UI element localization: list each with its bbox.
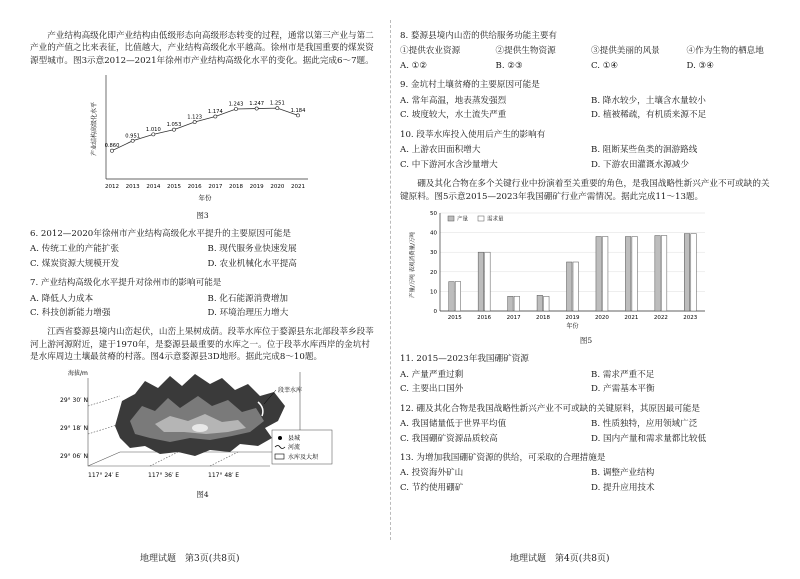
fig5-legend-output-label: 产量 bbox=[457, 216, 469, 223]
fig5-bar-output bbox=[567, 262, 573, 311]
q8-option-b[interactable]: B. ②③ bbox=[495, 60, 523, 71]
q7-option-a[interactable]: A. 降低人力成本 bbox=[30, 293, 94, 304]
fig3-point bbox=[255, 107, 258, 110]
fig3-x-tick: 2021 bbox=[291, 184, 305, 191]
fig3-xlabel: 年份 bbox=[198, 194, 212, 203]
figure-3-line-chart bbox=[30, 69, 375, 204]
figure-5-bar-chart bbox=[400, 205, 772, 330]
footer-page-3: 地理试题 第3页(共8页) bbox=[140, 554, 240, 564]
question-8-options bbox=[400, 59, 772, 73]
q8-item-2: ②提供生物资源 bbox=[495, 46, 556, 57]
q7-option-b[interactable]: B. 化石能源消费增加 bbox=[207, 293, 289, 304]
left-page bbox=[30, 30, 375, 503]
fig5-bar-demand bbox=[455, 282, 461, 311]
fig3-point bbox=[193, 121, 196, 124]
fig5-bar-output bbox=[449, 282, 455, 311]
q13-option-b[interactable]: B. 调整产业结构 bbox=[591, 468, 655, 479]
fig5-bar-demand bbox=[632, 237, 638, 311]
question-7: 7. 产业结构高级化水平提升对徐州市的影响可能是 bbox=[30, 278, 222, 289]
q8-option-a[interactable]: A. ①② bbox=[400, 60, 428, 71]
fig3-x-tick: 2015 bbox=[167, 184, 181, 191]
q11-option-b[interactable]: B. 需求严重不足 bbox=[591, 369, 655, 380]
fig5-x-tick: 2018 bbox=[536, 314, 551, 321]
legend-reservoir: 水库及大坝 bbox=[288, 453, 319, 461]
lat-label-2: 29° 18′ N bbox=[60, 424, 88, 432]
fig3-x-tick: 2016 bbox=[187, 184, 202, 191]
fig3-point bbox=[110, 149, 113, 152]
q12-option-d[interactable]: D. 国内产量和需求量都比较低 bbox=[591, 433, 707, 444]
fig5-x-tick: 2016 bbox=[477, 314, 492, 321]
fig3-data-label: 1.243 bbox=[228, 101, 244, 108]
question-12: 12. 硼及其化合物是我国战略性新兴产业不可或缺的关键原料，其原因最可能是 bbox=[400, 403, 700, 414]
figure-5-caption: 图5 bbox=[579, 336, 593, 346]
q12-option-b[interactable]: B. 性质独特，应用领域广泛 bbox=[591, 419, 698, 430]
fig3-x-tick: 2020 bbox=[270, 184, 285, 191]
fig3-series-line bbox=[112, 108, 298, 151]
legend-river: 河流 bbox=[288, 443, 301, 451]
question-8-items bbox=[400, 44, 772, 58]
lon-label-2: 117° 36′ E bbox=[148, 471, 180, 479]
fig5-legend-output-swatch bbox=[448, 216, 454, 221]
q7-option-d[interactable]: D. 环境治理压力增大 bbox=[207, 307, 289, 318]
fig5-bar-output bbox=[478, 252, 484, 311]
fig3-point bbox=[172, 128, 175, 131]
lat-label-3: 29° 06′ N bbox=[60, 452, 88, 460]
q7-option-c[interactable]: C. 科技创新能力增强 bbox=[30, 307, 111, 318]
fig5-y-tick: 40 bbox=[430, 230, 437, 237]
fig5-y-tick: 0 bbox=[433, 308, 437, 315]
fig3-data-label: 1.053 bbox=[166, 122, 182, 129]
fig5-bar-demand bbox=[573, 262, 579, 311]
fig4-legend bbox=[272, 430, 332, 464]
question-13-options bbox=[400, 466, 772, 495]
legend-county: 县城 bbox=[288, 434, 301, 442]
fig5-bar-demand bbox=[514, 296, 520, 311]
figure-3-caption: 图3 bbox=[196, 210, 209, 220]
fig5-bar-output bbox=[596, 237, 602, 311]
intro-paragraph: 产业结构高级化即产业结构由低级形态向高级形态转变的过程，通常以第三产业与第二产业的产值之比来表征，比值越大，产业结构高级化水平越高。徐州市是我国重要的煤炭资源型城市。图3示意2012—2021年徐州市产业结构高级化水平的变化。据此完成6～7题。 bbox=[30, 31, 374, 66]
fig5-legend bbox=[448, 214, 504, 222]
q9-option-a[interactable]: A. 常年高温，地表蒸发强烈 bbox=[400, 95, 507, 106]
fig3-data-label: 0.951 bbox=[125, 133, 141, 140]
q6-option-d[interactable]: D. 农业机械化水平提高 bbox=[207, 258, 297, 269]
q10-option-a[interactable]: A. 上游农田面积增大 bbox=[400, 145, 481, 156]
fig3-point bbox=[131, 140, 134, 143]
q11-option-d[interactable]: D. 产需基本平衡 bbox=[591, 384, 655, 395]
fig3-data-label: 0.860 bbox=[104, 143, 120, 150]
fig5-bar-demand bbox=[544, 296, 550, 311]
q8-item-3: ③提供美丽的风景 bbox=[591, 46, 660, 57]
q13-option-a[interactable]: A. 投资海外矿山 bbox=[400, 468, 464, 479]
question-9-options bbox=[400, 94, 772, 123]
q6-option-c[interactable]: C. 煤炭资源大规模开发 bbox=[30, 258, 120, 269]
q12-option-c[interactable]: C. 我国硼矿资源品质较高 bbox=[400, 433, 498, 444]
fig3-x-tick: 2019 bbox=[249, 184, 264, 191]
fig5-bar-output bbox=[537, 295, 543, 311]
fig3-point bbox=[276, 107, 279, 110]
intro-paragraph-3: 硼及其化合物在多个关键行业中扮演着至关重要的角色，是我国战略性新兴产业不可或缺的关键原料。图5示意2015—2023年我国硼矿行业产需情况。据此完成11～13题。 bbox=[400, 179, 770, 202]
fig3-point bbox=[214, 115, 217, 118]
question-11: 11. 2015—2023年我国硼矿资源 bbox=[400, 354, 529, 365]
question-6: 6. 2012—2020年徐州市产业结构高级化水平提升的主要原因可能是 bbox=[30, 228, 291, 239]
fig3-x-tick: 2014 bbox=[146, 184, 161, 191]
fig5-y-tick: 30 bbox=[430, 250, 437, 257]
fig5-x-tick: 2019 bbox=[565, 314, 580, 321]
fig3-data-label: 1.247 bbox=[249, 101, 265, 108]
fig3-x-tick: 2017 bbox=[208, 184, 223, 191]
fig5-x-tick: 2022 bbox=[653, 314, 668, 321]
fig5-bar-demand bbox=[661, 236, 667, 311]
fig5-legend-demand-swatch bbox=[478, 216, 484, 221]
fig3-ylabel: 产业结构高级化水平 bbox=[91, 102, 98, 157]
fig3-point bbox=[234, 108, 237, 111]
intro-paragraph-2: 江西省婺源县境内山峦起伏，山峦上果树成荫。段莘水库位于婺源县东北部段莘乡段莘河上游河源附近，建于1970年，是婺源县最重要的水库之一。位于段莘水库西岸的金坑村是水库周边土壤最贫瘠的村落。图4示意婺源县3D地形。据此完成8～10题。 bbox=[30, 327, 374, 363]
q10-option-b[interactable]: B. 阻断某些鱼类的洄游路线 bbox=[591, 145, 698, 156]
q11-option-c[interactable]: C. 主要出口国外 bbox=[400, 384, 464, 395]
figure-4-terrain-map bbox=[60, 366, 360, 484]
q12-option-a[interactable]: A. 我国储量低于世界平均值 bbox=[400, 419, 507, 430]
fig3-point bbox=[296, 114, 299, 117]
figure-4-caption: 图4 bbox=[196, 490, 209, 500]
question-8: 8. 婺源县境内山峦的供给服务功能主要有 bbox=[400, 31, 558, 41]
fig5-x-tick: 2023 bbox=[683, 314, 698, 321]
fig5-y-tick: 20 bbox=[430, 269, 437, 276]
q6-option-b[interactable]: B. 现代服务业快速发展 bbox=[207, 244, 297, 255]
fig3-data-label: 1.174 bbox=[207, 109, 223, 116]
fig3-x-tick: 2018 bbox=[229, 184, 243, 191]
lon-label-1: 117° 24′ E bbox=[88, 471, 120, 479]
right-page bbox=[400, 30, 772, 495]
fig3-point bbox=[152, 133, 155, 136]
fig3-x-tick: 2013 bbox=[125, 184, 140, 191]
fig5-bar-output bbox=[655, 236, 661, 311]
fig3-data-label: 1.251 bbox=[269, 100, 285, 107]
fig5-ylabel: 产量/万吨 表观消费量/万吨 bbox=[410, 232, 416, 298]
fig3-data-label: 1.010 bbox=[145, 127, 161, 134]
lat-label-1: 29° 30′ N bbox=[60, 396, 88, 404]
q9-option-b[interactable]: B. 降水较少，土壤含水量较小 bbox=[591, 95, 706, 106]
fig5-x-tick: 2020 bbox=[594, 314, 609, 321]
fig5-xlabel: 年份 bbox=[566, 322, 579, 330]
q10-option-d[interactable]: D. 下游农田灌溉水源减少 bbox=[591, 159, 689, 170]
q8-option-c[interactable]: C. ①④ bbox=[591, 60, 619, 71]
question-12-options bbox=[400, 417, 772, 446]
fig5-bar-output bbox=[508, 296, 513, 311]
fig3-data-label: 1.123 bbox=[187, 114, 203, 121]
fig3-data-label: 1.184 bbox=[290, 108, 306, 115]
fig5-bar-output bbox=[625, 237, 631, 311]
q10-option-c[interactable]: C. 中下游河水含沙量增大 bbox=[400, 159, 498, 170]
q6-option-a[interactable]: A. 传统工业的产能扩张 bbox=[30, 244, 120, 255]
reservoir-label: 段莘水库 bbox=[278, 386, 303, 394]
q11-option-a[interactable]: A. 产量严重过剩 bbox=[400, 369, 464, 380]
fig5-x-tick: 2017 bbox=[506, 314, 521, 321]
fig5-y-tick: 10 bbox=[430, 289, 437, 296]
q8-item-4: ④作为生物的栖息地 bbox=[686, 46, 764, 57]
q13-option-d[interactable]: D. 提升应用技术 bbox=[591, 482, 655, 493]
fig5-bar-output bbox=[684, 234, 690, 311]
question-13: 13. 为增加我国硼矿资源的供给，可采取的合理措施是 bbox=[400, 453, 606, 464]
fig5-x-tick: 2015 bbox=[447, 314, 462, 321]
fig5-x-tick: 2021 bbox=[624, 314, 639, 321]
reservoir-icon bbox=[275, 454, 284, 459]
q8-option-d[interactable]: D. ③④ bbox=[686, 60, 714, 71]
question-7-options bbox=[30, 292, 375, 321]
footer-page-4: 地理试题 第4页(共8页) bbox=[510, 554, 610, 564]
column-divider bbox=[390, 20, 391, 540]
question-9: 9. 金坑村土壤贫瘠的主要原因可能是 bbox=[400, 80, 540, 91]
fig5-bar-demand bbox=[602, 237, 608, 311]
fig5-y-tick: 50 bbox=[430, 210, 437, 217]
fig5-legend-demand-label: 需求量 bbox=[487, 216, 504, 223]
q13-option-c[interactable]: C. 节约使用硼矿 bbox=[400, 482, 464, 493]
fig3-x-tick: 2012 bbox=[105, 184, 119, 191]
fig4-elevation-label: 海拔/m bbox=[68, 369, 88, 377]
question-11-options bbox=[400, 368, 772, 397]
lon-label-3: 117° 48′ E bbox=[208, 471, 240, 479]
question-10-options bbox=[400, 143, 772, 172]
fig5-bar-demand bbox=[485, 252, 491, 311]
fig5-bar-demand bbox=[691, 234, 697, 311]
q8-item-1: ①提供农业资源 bbox=[400, 46, 461, 57]
question-6-options bbox=[30, 242, 375, 271]
county-seat-icon bbox=[278, 436, 282, 440]
q9-option-c[interactable]: C. 坡度较大，水土流失严重 bbox=[400, 110, 507, 121]
question-10: 10. 段莘水库投入使用后产生的影响有 bbox=[400, 129, 546, 140]
q9-option-d[interactable]: D. 植被稀疏，有机质来源不足 bbox=[591, 110, 707, 121]
